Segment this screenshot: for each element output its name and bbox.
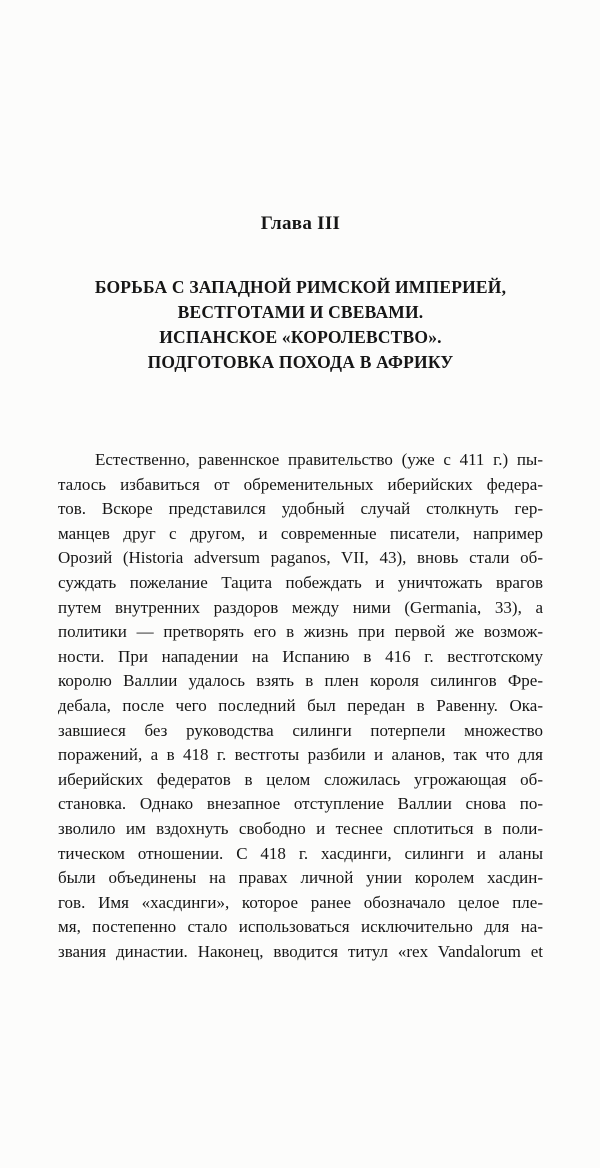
paragraph-line: Естественно, равеннское правительство (уже с 411 г.) пы- (95, 450, 543, 469)
body-paragraph (58, 448, 543, 964)
paragraph-line: тов. Вскоре представился удобный случай столкнуть гер- (58, 499, 543, 519)
chapter-heading: Глава III (260, 213, 341, 234)
paragraph-line: мя, постепенно стало использоваться исключительно для на- (58, 917, 543, 937)
paragraph-line: тическом отношении. С 418 г. хасдинги, силинги и аланы (58, 843, 543, 863)
paragraph-line: талось избавиться от обременительных иберийских федера- (58, 474, 543, 494)
paragraph-line: путем внутренних раздоров между ними (Germania, 33), а (58, 597, 543, 617)
paragraph-line: манцев друг с другом, и современные писатели, например (58, 523, 543, 543)
paragraph-line: ности. При нападении на Испанию в 416 г. вестготскому (58, 646, 543, 666)
paragraph-line: дебала, после чего последний был передан в Равенну. Ока- (58, 695, 543, 715)
paragraph-line: звания династии. Наконец, вводится титул «rex Vandalorum et (58, 941, 543, 961)
chapter-title-line: ИСПАНСКОЕ «КОРОЛЕВСТВО». (159, 327, 442, 347)
chapter-title-line: БОРЬБА С ЗАПАДНОЙ РИМСКОЙ ИМПЕРИЕЙ, (94, 277, 507, 297)
paragraph-line: гов. Имя «хасдинги», которое ранее обозначало целое пле- (58, 892, 543, 912)
paragraph-line: поражений, а в 418 г. вестготы разбили и аланов, так что для (58, 745, 543, 765)
paragraph-line: иберийских федератов в целом сложилась угрожающая об- (58, 769, 543, 789)
paragraph-line: зволило им вздохнуть свободно и теснее сплотиться в поли- (58, 818, 543, 838)
paragraph-line: королю Валлии удалось взять в плен короля силингов Фре- (58, 671, 543, 691)
chapter-title-line: ВЕСТГОТАМИ И СВЕВАМИ. (177, 302, 424, 322)
paragraph-line: политики — претворять его в жизнь при первой же возмож- (58, 622, 543, 642)
paragraph-line: становка. Однако внезапное отступление Валлии снова по- (58, 794, 543, 814)
paragraph-line: Орозий (Historia adversum paganos, VII, 43), вновь стали об- (58, 548, 543, 568)
book-page (0, 213, 600, 1168)
chapter-title-line: ПОДГОТОВКА ПОХОДА В АФРИКУ (147, 352, 454, 372)
paragraph-line: завшиеся без руководства силинги потерпели множество (58, 720, 543, 740)
chapter-title (58, 275, 543, 375)
paragraph-line: суждать пожелание Тацита побеждать и уничтожать врагов (58, 572, 543, 592)
paragraph-line: были объединены на правах личной унии королем хасдин- (58, 868, 543, 888)
